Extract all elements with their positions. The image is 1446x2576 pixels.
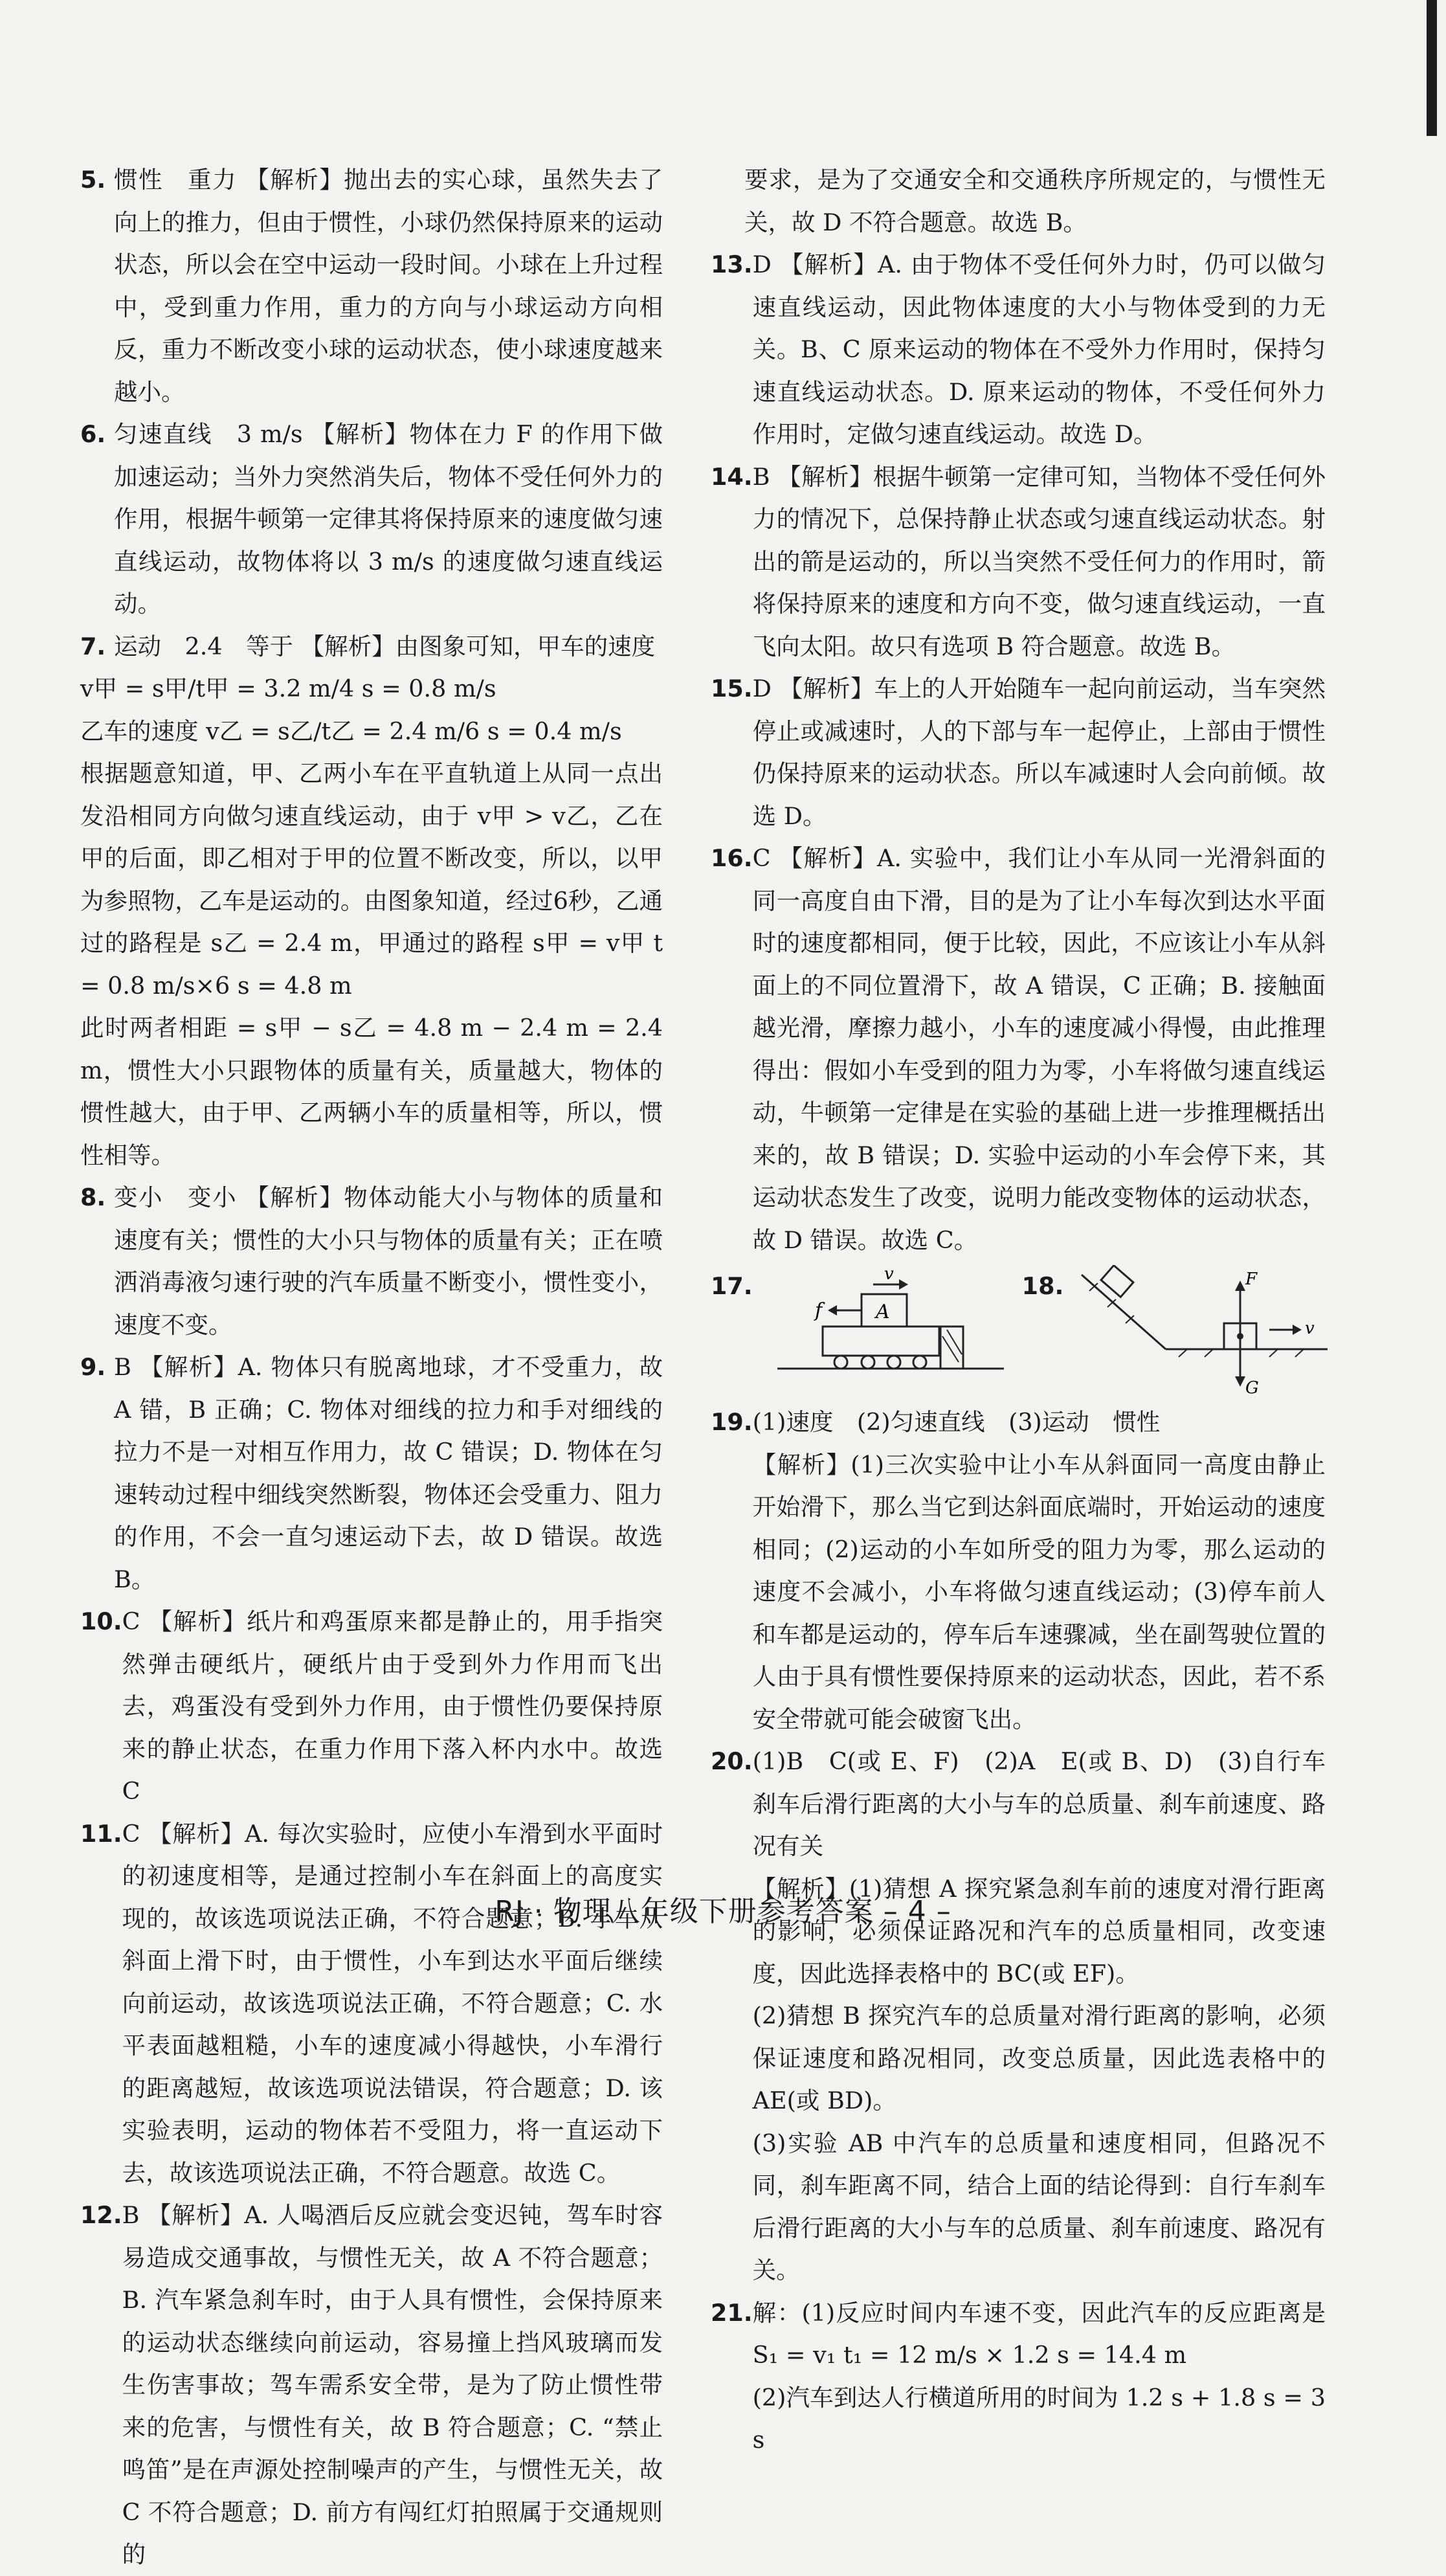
- answer-number: 9.: [80, 1353, 106, 1381]
- answer-20: [711, 1740, 1326, 2292]
- analysis-text: 【解析】(1)猜想 A 探究紧急刹车前的速度对滑行距离的影响，必须保证路况和汽车的总质量相同，改变速度，因此选择表格中的 BC(或 EF)。: [752, 1874, 1326, 1988]
- friction-arrowhead: [828, 1305, 837, 1316]
- answer-16: [711, 837, 1326, 1261]
- answer-13: [711, 243, 1326, 456]
- answer-text: 惯性 重力 【解析】抛出去的实心球，虽然失去了向上的推力，但由于惯性，小球仍然保持原来的运动状态，所以会在空中运动一段时间。小球在上升过程中，受到重力作用，重力的方向与小球运动方向相反，重力不断改变小球的运动状态，使小球速度越来越小。: [114, 166, 663, 406]
- answer-14: [711, 456, 1326, 668]
- answer-text: C 【解析】A. 每次实验时，应使小车滑到水平面时的初速度相等，是通过控制小车在斜面上的高度实现的，故该选项说法正确，不符合题意；B. 小车从斜面上滑下时，由于惯性，小车到达水平面后继续向前运动，故该选项说法正确，不符合题意；C. 水平表面越粗糙，小车的速度减小得越快，小车滑行的距离越短，故该选项说法错误，符合题意；D. 该实验表明，运动的物体若不受阻力，将一直运动下去，故该选项说法正确，不符合题意。故选 C。: [122, 1819, 663, 2187]
- label-v: v: [1305, 1319, 1315, 1338]
- stopper-block: [940, 1327, 963, 1369]
- answer-text: 匀速直线 3 m/s 【解析】物体在力 F 的作用下做加速运动；当外力突然消失后，物体不受任何外力的作用，根据牛顿第一定律其将保持原来的速度做匀速直线运动，故物体将以 3 m/s 的速度做匀速直线运动。: [114, 420, 663, 618]
- answer-text: 要求，是为了交通安全和交通秩序所规定的，与惯性无关，故 D 不符合题意。故选 B。: [744, 166, 1326, 236]
- center-of-mass: [1237, 1333, 1243, 1339]
- answer-15: [711, 667, 1326, 837]
- answer-text: (1)速度 (2)匀速直线 (3)运动 惯性: [752, 1408, 1161, 1436]
- label-a: A: [875, 1301, 890, 1323]
- answer-text: C 【解析】纸片和鸡蛋原来都是静止的，用手指突然弹击硬纸片，硬纸片由于受到外力作用而飞出去，鸡蛋没有受到外力作用，由于惯性仍要保持原来的静止状态，在重力作用下落入杯内水中。故选 C: [122, 1607, 663, 1805]
- answer-number: 12.: [80, 2201, 122, 2229]
- answer-10: [80, 1600, 663, 1813]
- answer-8: [80, 1176, 663, 1346]
- answer-number: 8.: [80, 1183, 106, 1211]
- figure-18-number: 18.: [1021, 1272, 1064, 1300]
- slope-svg: [1075, 1265, 1334, 1394]
- answer-number: 14.: [711, 462, 753, 491]
- answer-text: D 【解析】A. 由于物体不受任何外力时，仍可以做匀速直线运动，因此物体速度的大小与物体受到的力无关。B、C 原来运动的物体在不受外力作用时，保持匀速直线运动状态。D. 原来运动的物体，不受任何外力作用时，定做匀速直线运动。故选 D。: [752, 251, 1326, 448]
- answer-number: 20.: [711, 1747, 753, 1775]
- hatch-1: [942, 1336, 959, 1362]
- answer-text: 变小 变小 【解析】物体动能大小与物体的质量和速度有关；惯性的大小只与物体的质量有关；正在喷洒消毒液匀速行驶的汽车质量不断变小，惯性变小，速度不变。: [114, 1183, 663, 1339]
- figure-17-number: 17.: [711, 1272, 753, 1300]
- answer-text: 解：(1)反应时间内车速不变，因此汽车的反应距离是 S₁ = v₁ t₁ = 12 m/s × 1.2 s = 14.4 m: [752, 2298, 1326, 2369]
- cart-body: [823, 1327, 939, 1356]
- answer-number: 7.: [80, 632, 106, 660]
- label-g: G: [1245, 1378, 1260, 1394]
- analysis-text-2: (2)猜想 B 探究汽车的总质量对滑行距离的影响，必须保证速度和路况相同，改变总质量，因此选表格中的 AE(或 BD)。: [752, 2002, 1326, 2114]
- answer-19: [711, 1401, 1326, 1740]
- right-column: [711, 159, 1326, 2461]
- answer-9: [80, 1346, 663, 1600]
- hatch-2: [947, 1330, 962, 1354]
- answer-number: 16.: [711, 844, 753, 872]
- analysis-text-3: (3)实验 AB 中汽车的总质量和速度相同，但路况不同，刹车距离不同，结合上面的结论得到：自行车刹车后滑行距离的大小与车的总质量、刹车前速度、路况有关。: [752, 2129, 1326, 2284]
- answer-number: 15.: [711, 675, 753, 702]
- answer-5: [80, 159, 663, 413]
- page-footer: RJ · 物理八年级下册参考答案 – 4 –: [495, 1895, 951, 1928]
- answer-11: [80, 1813, 663, 2195]
- answer-number: 5.: [80, 166, 106, 194]
- wheel-4: [913, 1356, 926, 1369]
- answer-text: B 【解析】A. 物体只有脱离地球，才不受重力，故 A 错，B 正确；C. 物体对细线的拉力和手对细线的拉力不是一对相互作用力，故 C 错误；D. 物体在匀速转动过程中细线突然断裂，物体还会受重力、阻力的作用，不会一直匀速运动下去，故 D 错误。故选 B。: [114, 1353, 663, 1593]
- page-edge: [1427, 0, 1437, 136]
- formula-speed-jia: v甲 = s甲/t甲 = 3.2 m/4 s = 0.8 m/s: [80, 675, 496, 702]
- force-f-arrowhead: [1235, 1281, 1245, 1291]
- figure-17-cart-diagram: [764, 1265, 1010, 1394]
- block-on-incline: [1101, 1266, 1133, 1297]
- formula-speed-yi: 乙车的速度 v乙 = s乙/t乙 = 2.4 m/6 s = 0.4 m/s: [80, 717, 622, 745]
- figure-18-slope-diagram: [1075, 1265, 1334, 1394]
- velocity-arrowhead: [1293, 1325, 1302, 1335]
- answer-number: 10.: [80, 1607, 122, 1635]
- label-f: f: [814, 1299, 822, 1322]
- answer-text: B 【解析】根据牛顿第一定律可知，当物体不受任何外力的情况下，总保持静止状态或匀速直线运动状态。射出的箭是运动的，所以当突然不受任何力的作用时，箭将保持原来的速度和方向不变，做匀速直线运动，一直飞向太阳。故只有选项 B 符合题意。故选 B。: [752, 462, 1326, 660]
- answer-text: D 【解析】车上的人开始随车一起向前运动，当车突然停止或减速时，人的下部与车一起停止，上部由于惯性仍保持原来的运动状态。所以车减速时人会向前倾。故选 D。: [752, 675, 1326, 830]
- answer-number: 21.: [711, 2298, 753, 2327]
- answer-12-continued: [711, 159, 1326, 243]
- hatch-6: [1269, 1349, 1278, 1357]
- hatch-5: [1205, 1349, 1213, 1357]
- gravity-arrowhead: [1235, 1376, 1245, 1387]
- answer-21: [711, 2292, 1326, 2461]
- answer-12: [80, 2194, 663, 2576]
- wheel-1: [834, 1356, 847, 1369]
- analysis-text: 【解析】(1)三次实验中让小车从斜面同一高度由静止开始滑下，那么当它到达斜面底端时，开始运动的速度相同；(2)运动的小车如所受的阻力为零，那么运动的速度不会减小，小车将做匀速直线运动；(3)停车前人和车都是运动的，停车后车速骤减，坐在副驾驶位置的人由于具有惯性要保持原来的运动状态，因此，若不系安全带就可能会破窗飞出。: [752, 1450, 1326, 1733]
- cart-svg: [764, 1265, 1010, 1394]
- answer-text: B 【解析】A. 人喝酒后反应就会变迟钝，驾车时容易造成交通事故，与惯性无关，故 A 不符合题意；B. 汽车紧急刹车时，由于人具有惯性，会保持原来的运动状态继续向前运动，容易撞上挡风玻璃而发生伤害事故；驾车需系安全带，是为了防止惯性带来的危害，与惯性有关，故 B 符合题意；C. “禁止鸣笛”是在声源处控制噪声的产生，与惯性无关，故 C 不符合题意；D. 前方有闯红灯拍照属于交通规则的: [122, 2201, 663, 2568]
- figures-row: [711, 1265, 1326, 1394]
- answer-text-continued: 此时两者相距 = s甲 − s乙 = 4.8 m − 2.4 m = 2.4 m，惯性大小只跟物体的质量有关，质量越大，物体的惯性越大，由于甲、乙两辆小车的质量相等，所以，惯性相等。: [80, 1014, 663, 1169]
- answer-text-continued: 根据题意知道，甲、乙两小车在平直轨道上从同一点出发沿相同方向做匀速直线运动，由于 v甲 > v乙，乙在甲的后面，即乙相对于甲的位置不断改变，所以，以甲为参照物，乙车是运动的。由图象知道，经过6秒，乙通过的路程是 s乙 = 2.4 m，甲通过的路程 s甲 = v甲 t = 0.8 m/s×6 s = 4.8 m: [80, 759, 663, 1000]
- answer-number: 13.: [711, 251, 753, 278]
- hatch-4: [1179, 1349, 1187, 1357]
- velocity-arrowhead: [899, 1279, 908, 1290]
- answer-number: 6.: [80, 420, 106, 448]
- hatch-7: [1295, 1349, 1304, 1357]
- wheel-3: [887, 1356, 900, 1369]
- left-column: [80, 159, 663, 2576]
- answer-text: C 【解析】A. 实验中，我们让小车从同一光滑斜面的同一高度自由下滑，目的是为了让小车每次到达水平面时的速度都相同，便于比较，因此，不应该让小车从斜面上的不同位置滑下，故 A 错误，C 正确；B. 接触面越光滑，摩擦力越小，小车的速度减小得慢，由此推理得出：假如小车受到的阻力为零，小车将做匀速直线运动，牛顿第一定律是在实验的基础上进一步推理概括出来的，故 B 错误；D. 实验中运动的小车会停下来，其运动状态发生了改变，说明力能改变物体的运动状态，故 D 错误。故选 C。: [752, 844, 1326, 1254]
- answer-number: 19.: [711, 1408, 753, 1436]
- label-big-f: F: [1245, 1270, 1258, 1289]
- label-v: v: [884, 1265, 894, 1284]
- answer-text: (1)B C(或 E、F) (2)A E(或 B、D) (3)自行车刹车后滑行距离的大小与车的总质量、刹车前速度、路况有关: [752, 1747, 1326, 1860]
- answer-number: 11.: [80, 1819, 122, 1848]
- answer-text: 运动 2.4 等于 【解析】由图象可知，甲车的速度: [114, 632, 656, 660]
- answer-7: [80, 625, 663, 1177]
- answer-6: [80, 413, 663, 625]
- wheel-2: [862, 1356, 874, 1369]
- analysis-text: (2)汽车到达人行横道所用的时间为 1.2 s + 1.8 s = 3 s: [752, 2383, 1326, 2454]
